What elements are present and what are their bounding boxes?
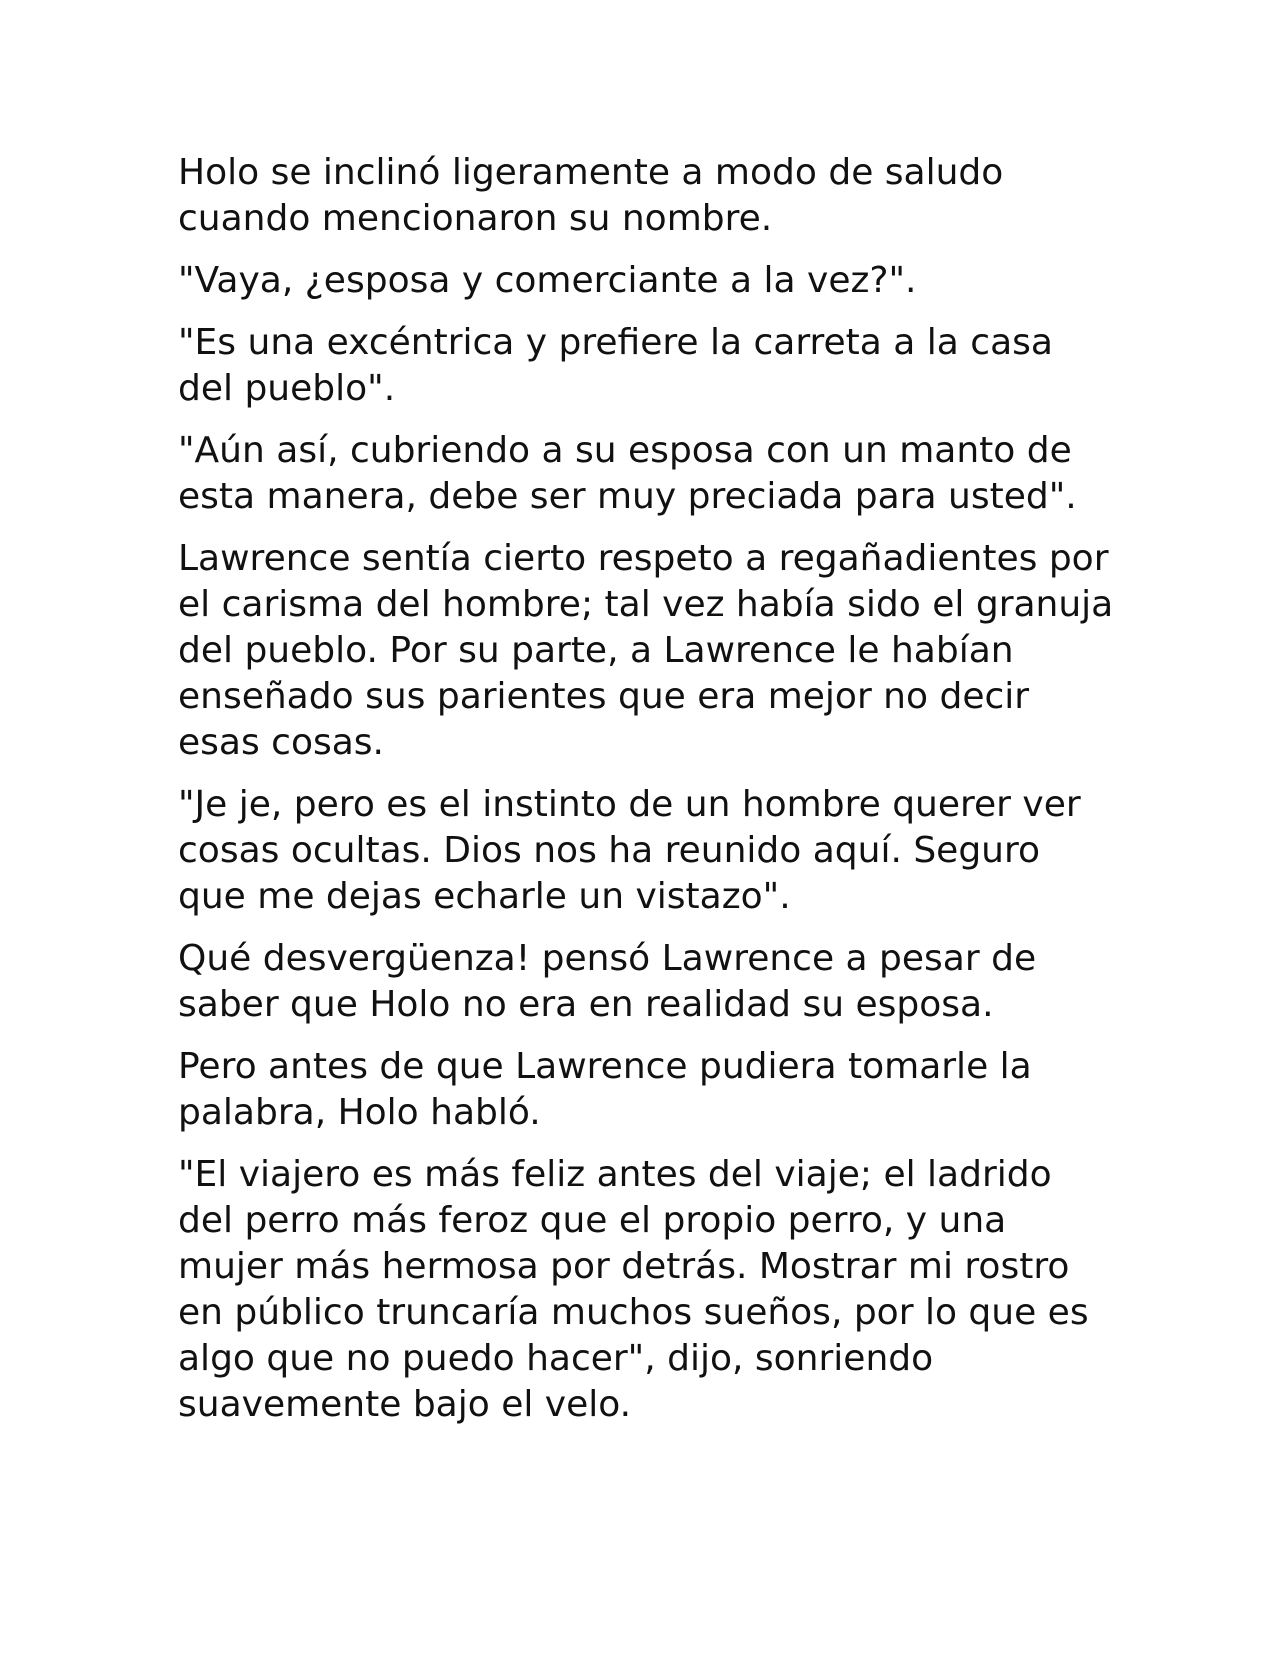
paragraph-7: Qué desvergüenza! pensó Lawrence a pesar de saber que Holo no era en realidad su esposa. (178, 938, 1037, 1025)
paragraph-1: Holo se inclinó ligeramente a modo de saludo cuando mencionaron su nombre. (178, 152, 1004, 239)
paragraph-2: "Vaya, ¿esposa y comerciante a la vez?". (178, 260, 917, 301)
paragraph-5: Lawrence sentía cierto respeto a regañadientes por el carisma del hombre; tal vez había sido el granuja del pueblo. Por su parte, a Lawrence le habían enseñado sus parientes que era mejor no decir esas cosas. (178, 538, 1114, 763)
paragraph-3: "Es una excéntrica y prefiere la carreta a la casa del pueblo". (178, 322, 1053, 409)
paragraph-8: Pero antes de que Lawrence pudiera tomarle la palabra, Holo habló. (178, 1046, 1032, 1133)
paragraph-6: "Je je, pero es el instinto de un hombre querer ver cosas ocultas. Dios nos ha reunido aquí. Seguro que me dejas echarle un vistazo". (178, 784, 1081, 917)
paragraph-4: "Aún así, cubriendo a su esposa con un manto de esta manera, debe ser muy preciada para usted". (178, 430, 1077, 517)
paragraph-9: "El viajero es más feliz antes del viaje; el ladrido del perro más feroz que el propio perro, y una mujer más hermosa por detrás. Mostrar mi rostro en público truncaría muchos sueños, por lo que es algo que no puedo hacer", dijo, sonriendo suavemente bajo el velo. (178, 1154, 1089, 1425)
body-text (178, 150, 1118, 1444)
